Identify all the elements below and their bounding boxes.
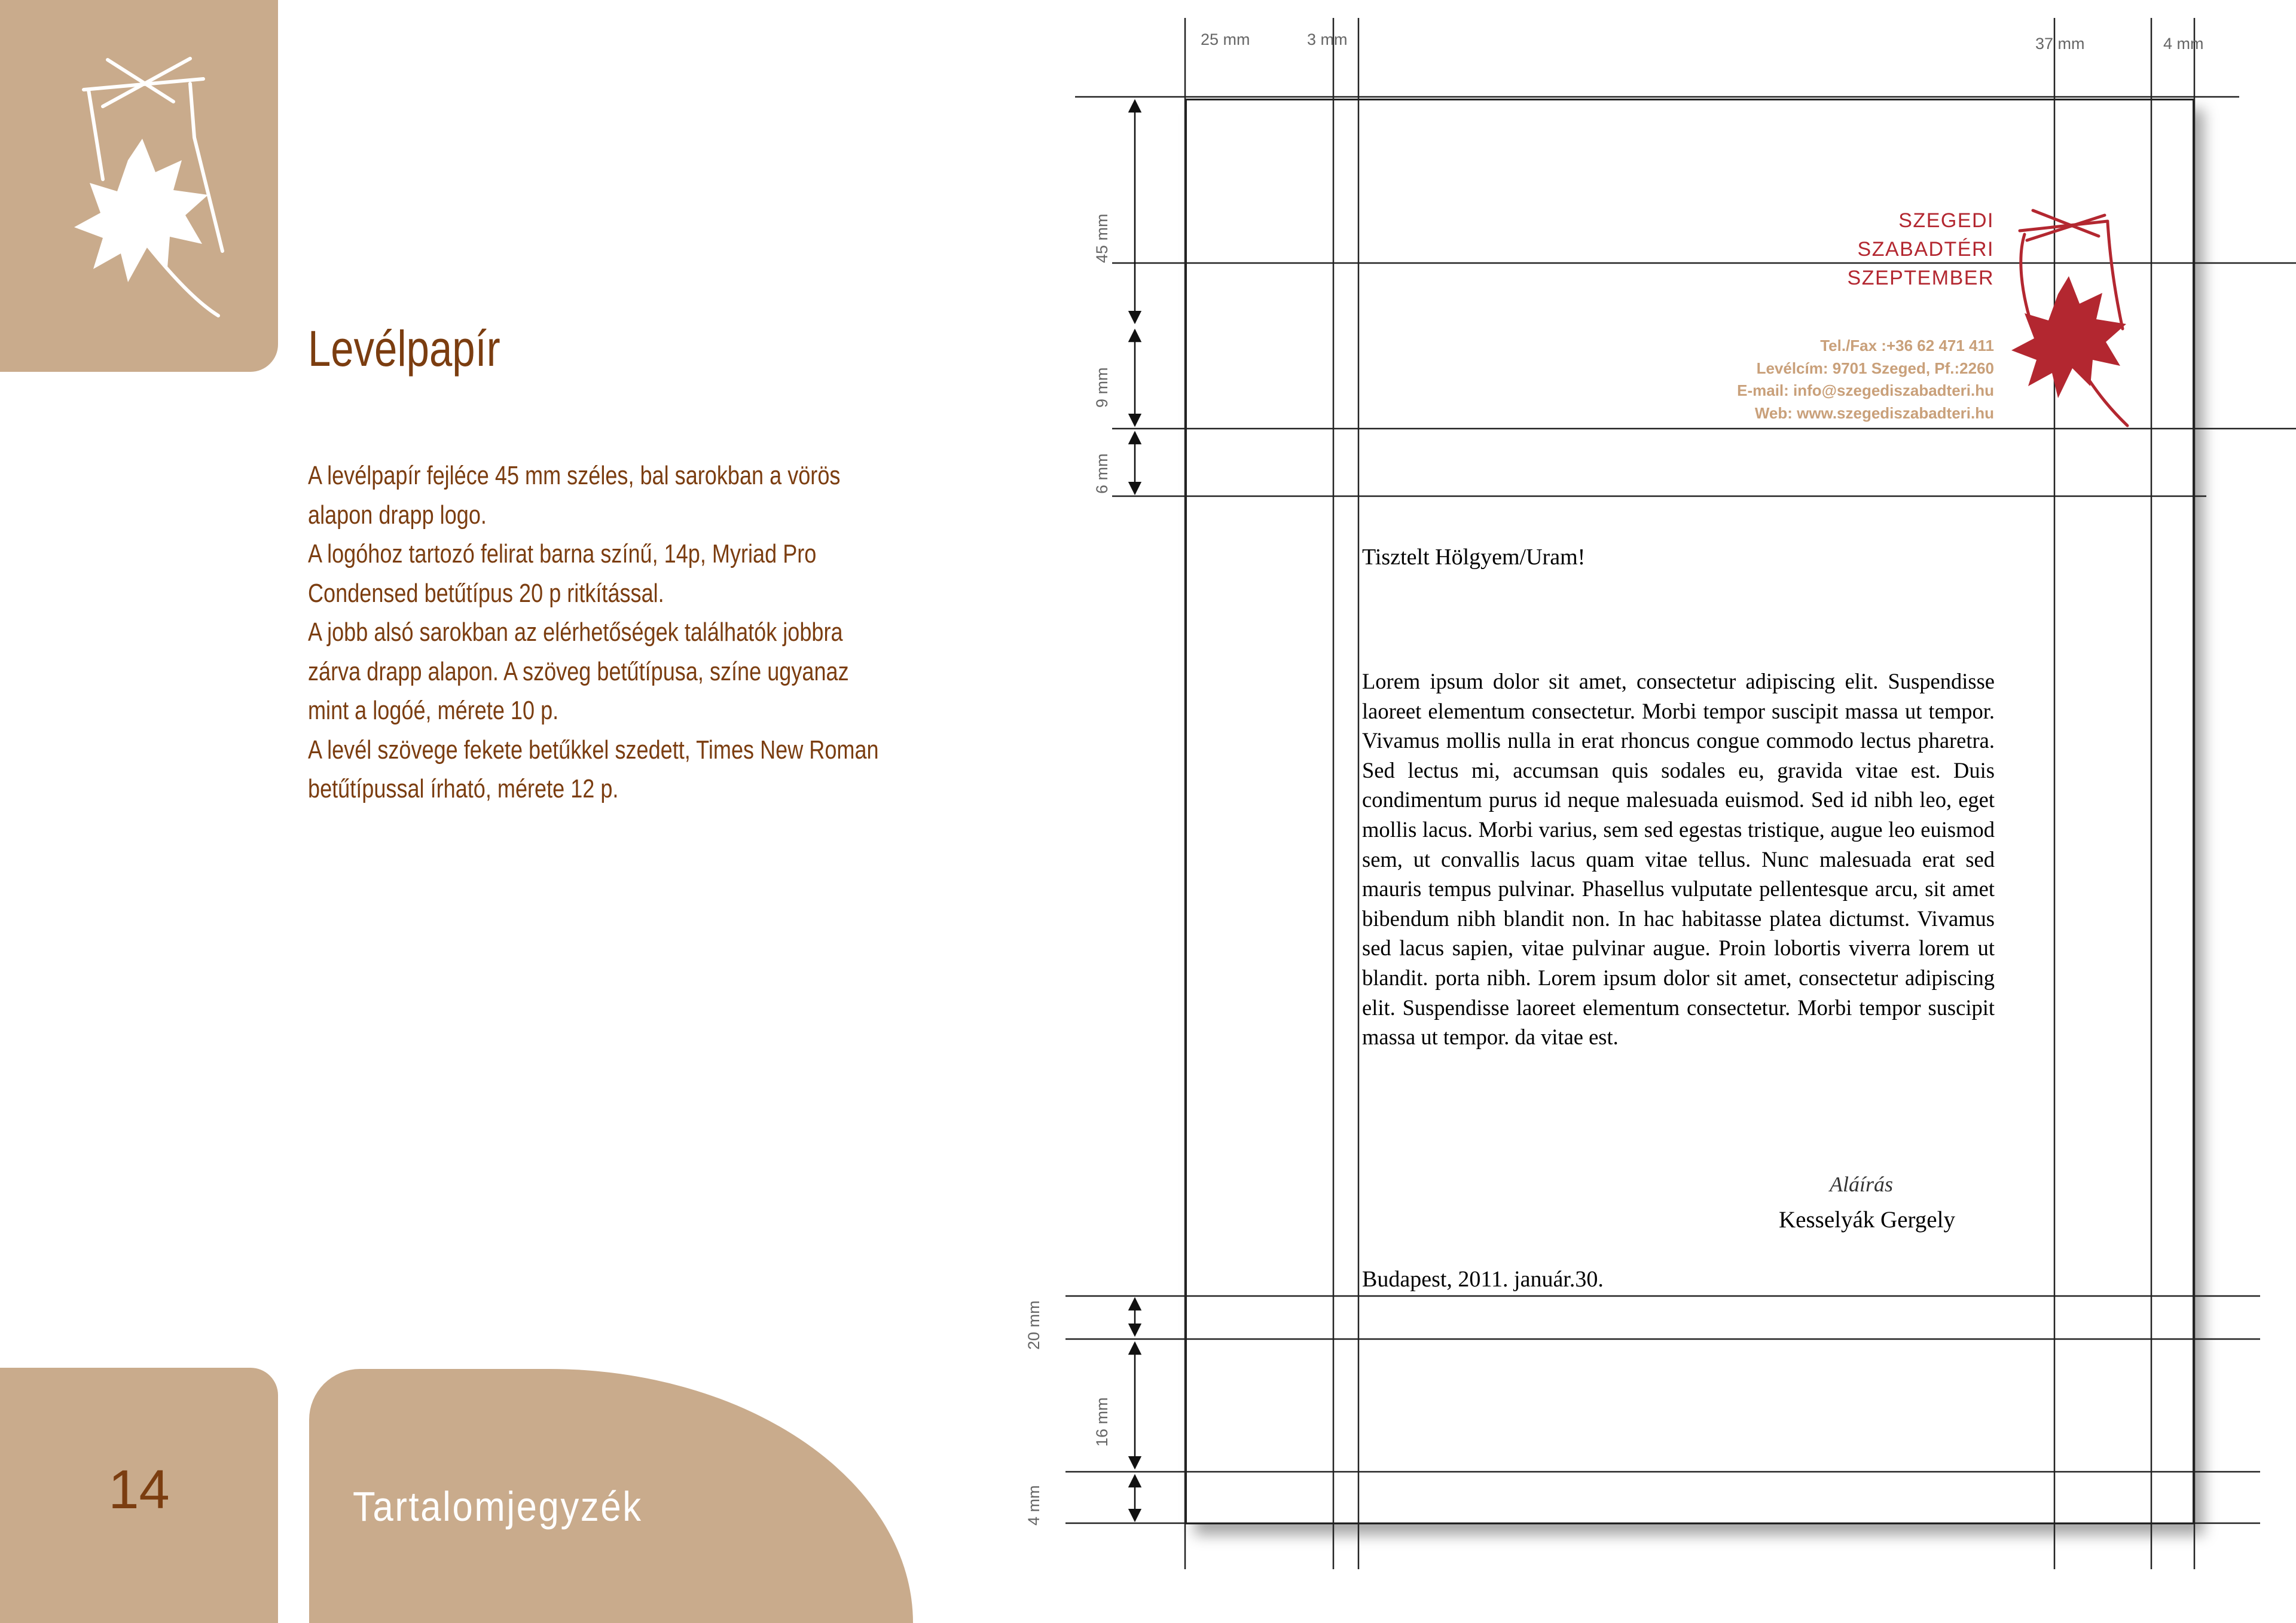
dimension-label: 20 mm bbox=[1025, 1300, 1043, 1350]
maple-leaf-marionette-logo-red bbox=[2009, 203, 2141, 433]
description-paragraph: A logóhoz tartozó felirat barna színű, 14p, Myriad Pro Condensed betűtípus 20 p ritkítással. bbox=[308, 539, 817, 608]
description-paragraph: A levél szövege fekete betűkkel szedett, Times New Roman betűtípussal írható, mérete 12 p. bbox=[308, 735, 879, 803]
dimension-label: 4 mm bbox=[2163, 35, 2204, 53]
dimension-label: 3 mm bbox=[1307, 30, 1348, 48]
dimension-label: 6 mm bbox=[1093, 453, 1111, 494]
dimension-label: 45 mm bbox=[1093, 213, 1111, 263]
page-number: 14 bbox=[108, 1459, 170, 1520]
signer-name: Kesselyák Gergely bbox=[1779, 1207, 1955, 1233]
contact-line: Levélcím: 9701 Szeged, Pf.:2260 bbox=[1756, 359, 1994, 377]
signature: Aláírás bbox=[1830, 1172, 1894, 1196]
org-name-line: SZABADTÉRI bbox=[1857, 238, 1994, 261]
contact-line: Web: www.szegediszabadteri.hu bbox=[1754, 404, 1994, 422]
contact-line: E-mail: info@szegediszabadteri.hu bbox=[1737, 381, 1994, 399]
dimension-label: 9 mm bbox=[1093, 367, 1111, 408]
place-date: Budapest, 2011. január.30. bbox=[1362, 1267, 1604, 1292]
letter-body: Lorem ipsum dolor sit amet, consectetur adipiscing elit. Suspendisse laoreet elementum consectetur. Morbi tempor suscipit massa ut tempor. Vivamus mollis nulla in erat rhoncus congue commodo lectus pharetra. Sed lectus mi, accumsan quis sodales eu, gravida vitae est. Duis condimentum purus id neque malesuada euismod. Sed id nibh leo, eget mollis lacus. Morbi varius, sem sed egestas tristique, augue leo euismod sem, ut convallis lacus quam vitae tellus. Nunc malesuada erat sed mauris tempus pulvinar. Phasellus vulputate pellentesque arcu, sit amet bibendum nibh blandit non. In hac habitasse platea dictumst. Vivamus sed lacus sapien, vitae pulvinar augue. Proin lobortis viverra lorem ut blandit. porta nibh. Lorem ipsum dolor sit amet, consectetur adipiscing elit. Suspendisse laoreet elementum consectetur. Morbi tempor suscipit massa ut tempor. da vitae est. bbox=[1362, 669, 1995, 1050]
org-name-line: SZEPTEMBER bbox=[1847, 267, 1994, 289]
toc-link[interactable]: Tartalomjegyzék bbox=[353, 1483, 643, 1530]
contact-line: Tel./Fax :+36 62 471 411 bbox=[1820, 337, 1994, 354]
page-title: Levélpapír bbox=[308, 320, 500, 377]
letter-salutation: Tisztelt Hölgyem/Uram! bbox=[1362, 545, 1586, 570]
description-paragraph: A jobb alsó sarokban az elérhetőségek találhatók jobbra zárva drapp alapon. A szöveg betűtípusa, színe ugyanaz mint a logóé, mérete 10 p. bbox=[308, 618, 849, 725]
org-name-line: SZEGEDI bbox=[1898, 209, 1994, 232]
dimension-label: 37 mm bbox=[2035, 35, 2085, 53]
description-paragraph: A levélpapír fejléce 45 mm széles, bal sarokban a vörös alapon drapp logo. bbox=[308, 461, 841, 530]
dimension-label: 16 mm bbox=[1093, 1397, 1111, 1447]
dimension-label: 25 mm bbox=[1201, 30, 1250, 48]
dimension-label: 4 mm bbox=[1025, 1485, 1043, 1526]
